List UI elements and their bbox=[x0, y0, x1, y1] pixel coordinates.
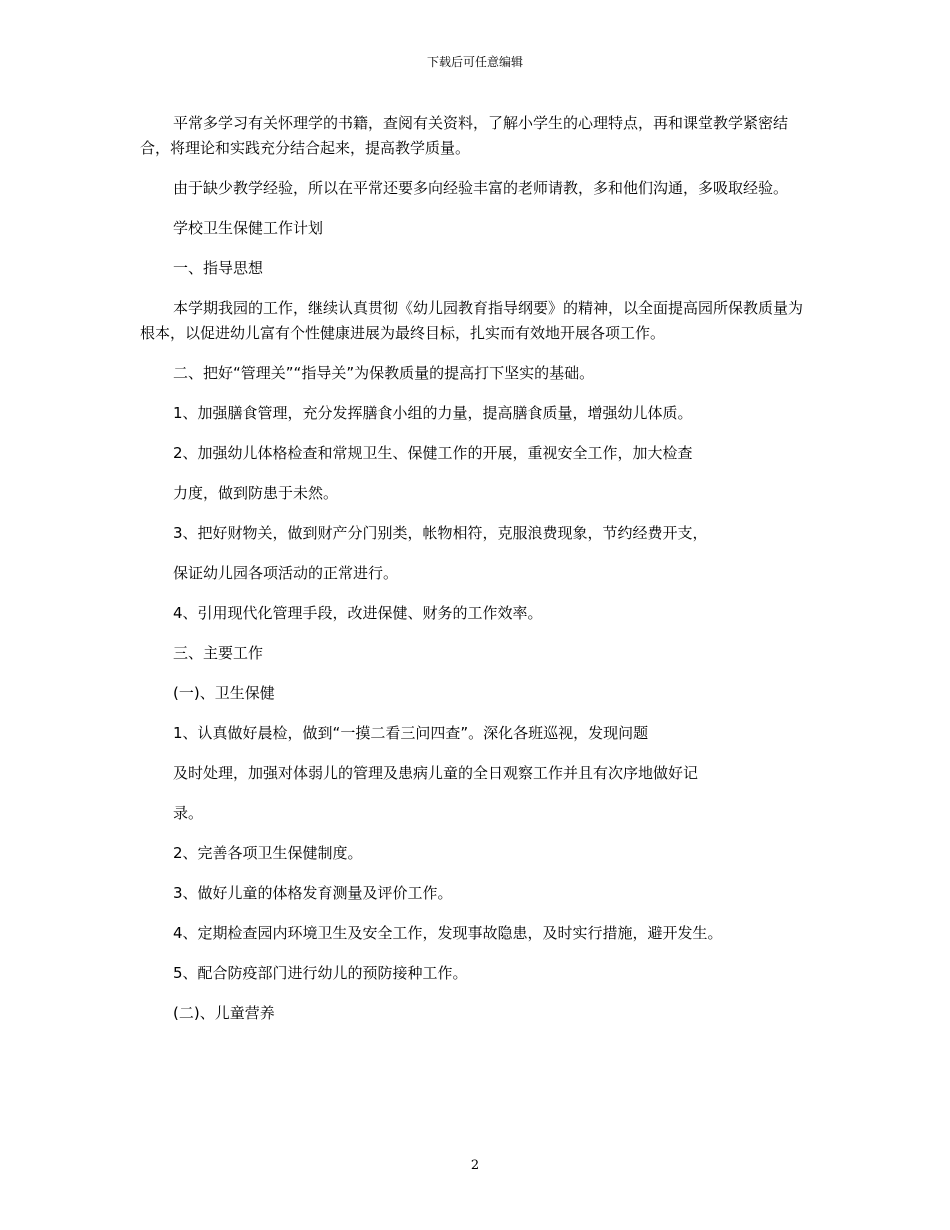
document-body bbox=[140, 111, 810, 1041]
section-title-health-plan: 学校卫生保健工作计划 bbox=[173, 219, 324, 237]
list-item-morning-check: 1、认真做好晨检，做到“一摸二看三问四查”。深化各班巡视，发现问题 bbox=[173, 724, 649, 742]
list-item-modern-management: 4、引用现代化管理手段，改进保健、财务的工作效率。 bbox=[173, 604, 543, 622]
list-item-growth-measure: 3、做好儿童的体格发育测量及评价工作。 bbox=[173, 884, 453, 902]
subheading-health-care: (一)、卫生保健 bbox=[173, 684, 275, 702]
subheading-child-nutrition: (二)、儿童营养 bbox=[173, 1004, 275, 1022]
list-item-physical-check-cont: 力度，做到防患于未然。 bbox=[173, 484, 339, 502]
list-item-morning-check-cont: 及时处理，加强对体弱儿的管理及患病儿童的全日观察工作并且有次序地做好记 bbox=[173, 764, 699, 782]
list-item-physical-check: 2、加强幼儿体格检查和常规卫生、保健工作的开展，重视安全工作，加大检查 bbox=[173, 444, 693, 462]
heading-management: 二、把好“管理关”“指导关”为保教质量的提高打下坚实的基础。 bbox=[173, 364, 595, 382]
list-item-diet: 1、加强膳食管理，充分发挥膳食小组的力量，提高膳食质量，增强幼儿体质。 bbox=[173, 404, 693, 422]
list-item-finance-cont: 保证幼儿园各项活动的正常进行。 bbox=[173, 564, 399, 582]
list-item-finance: 3、把好财物关，做到财产分门别类，帐物相符，克服浪费现象，节约经费开支， bbox=[173, 524, 708, 542]
list-item-health-system: 2、完善各项卫生保健制度。 bbox=[173, 844, 363, 862]
page-header: 下载后可任意编辑 bbox=[426, 55, 523, 69]
list-item-environment-check: 4、定期检查园内环境卫生及安全工作，发现事故隐患，及时实行措施，避开发生。 bbox=[173, 924, 723, 942]
heading-main-work: 三、主要工作 bbox=[173, 644, 264, 662]
paragraph-semester-work: 本学期我园的工作，继续认真贯彻《幼儿园教育指导纲要》的精神，以全面提高园所保教质量为根本，以促进幼儿富有个性健康进展为最终目标，扎实而有效地开展各项工作。 bbox=[140, 299, 804, 342]
paragraph-seek-advice: 由于缺少教学经验，所以在平常还要多向经验丰富的老师请教，多和他们沟通，多吸取经验。 bbox=[173, 179, 789, 197]
list-item-morning-check-end: 录。 bbox=[173, 804, 204, 822]
paragraph-study-psychology: 平常多学习有关怀理学的书籍，查阅有关资料，了解小学生的心理特点，再和课堂教学紧密结合，将理论和实践充分结合起来，提高教学质量。 bbox=[140, 114, 789, 157]
page-number: 2 bbox=[470, 1158, 480, 1173]
list-item-vaccination: 5、配合防疫部门进行幼儿的预防接种工作。 bbox=[173, 964, 468, 982]
heading-guiding-thought: 一、指导思想 bbox=[173, 259, 264, 277]
